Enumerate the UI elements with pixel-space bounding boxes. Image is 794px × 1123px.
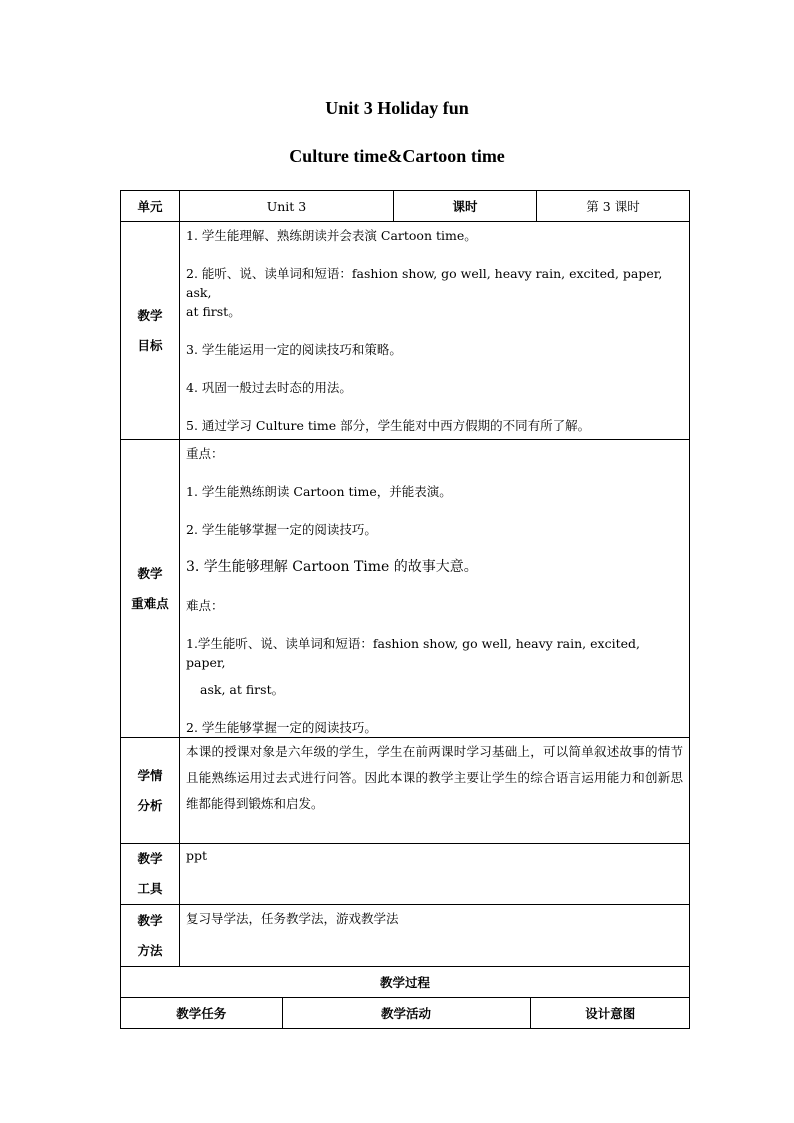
difficulty-title: 难点： bbox=[186, 598, 224, 613]
objective-item: at first。 bbox=[186, 304, 241, 319]
difficulty-item: ask, at first。 bbox=[200, 682, 285, 697]
objectives-label: 教学 目标 bbox=[121, 222, 180, 440]
tools-content bbox=[180, 844, 690, 905]
period-value: 第 3 课时 bbox=[537, 191, 690, 222]
focus-title: 重点： bbox=[186, 446, 224, 461]
document-subtitle: Culture time&Cartoon time bbox=[289, 146, 505, 166]
period-label: 课时 bbox=[394, 191, 537, 222]
objective-item: 3. 学生能运用一定的阅读技巧和策略。 bbox=[186, 342, 402, 357]
column-task: 教学任务 bbox=[121, 998, 282, 1028]
methods-label: 教学 方法 bbox=[121, 905, 180, 967]
analysis-label: 学情 分析 bbox=[121, 738, 180, 844]
column-intent: 设计意图 bbox=[585, 1006, 636, 1021]
process-header-row bbox=[121, 998, 690, 1029]
difficulty-item: 2. 学生能够掌握一定的阅读技巧。 bbox=[186, 720, 377, 735]
objective-item: 2. 能听、说、读单词和短语：fashion show, go well, heavy rain, excited, paper, ask, bbox=[186, 266, 663, 300]
analysis-row bbox=[121, 738, 690, 844]
key-points-row bbox=[121, 440, 690, 738]
focus-item: 1. 学生能熟练朗读 Cartoon time，并能表演。 bbox=[186, 484, 452, 499]
process-title: 教学过程 bbox=[121, 967, 690, 998]
tools-value: ppt bbox=[186, 848, 208, 863]
methods-content bbox=[180, 905, 690, 967]
objective-item: 5. 通过学习 Culture time 部分，学生能对中西方假期的不同有所了解。 bbox=[186, 418, 591, 433]
focus-item: 3. 学生能够理解 Cartoon Time 的故事大意。 bbox=[186, 559, 478, 575]
column-activity: 教学活动 bbox=[282, 998, 530, 1028]
difficulty-item: 1.学生能听、说、读单词和短语：fashion show, go well, heavy rain, excited, paper, bbox=[186, 636, 640, 670]
lesson-plan-table bbox=[120, 190, 690, 1029]
objectives-row bbox=[121, 222, 690, 440]
methods-row bbox=[121, 905, 690, 967]
objective-item: 4. 巩固一般过去时态的用法。 bbox=[186, 380, 352, 395]
objectives-content bbox=[180, 222, 690, 440]
key-points-content bbox=[180, 440, 690, 738]
unit-label: 单元 bbox=[121, 191, 180, 222]
tools-row bbox=[121, 844, 690, 905]
analysis-text: 本课的授课对象是六年级的学生，学生在前两课时学习基础上，可以简单叙述故事的情节且能熟练运用过去式进行问答。因此本课的教学主要让学生的综合语言运用能力和创新思维都能得到锻炼和启发。 bbox=[186, 744, 683, 811]
document-title: Unit 3 Holiday fun bbox=[325, 98, 469, 118]
analysis-content bbox=[180, 738, 690, 844]
methods-value: 复习导学法，任务教学法，游戏教学法 bbox=[186, 911, 399, 926]
process-title-row bbox=[121, 967, 690, 998]
unit-value: Unit 3 bbox=[180, 191, 394, 222]
process-columns bbox=[121, 998, 690, 1028]
focus-item: 2. 学生能够掌握一定的阅读技巧。 bbox=[186, 522, 377, 537]
key-points-label: 教学 重难点 bbox=[121, 440, 180, 738]
tools-label: 教学 工具 bbox=[121, 844, 180, 905]
objective-item: 1. 学生能理解、熟练朗读并会表演 Cartoon time。 bbox=[186, 228, 477, 243]
header-row bbox=[121, 191, 690, 222]
